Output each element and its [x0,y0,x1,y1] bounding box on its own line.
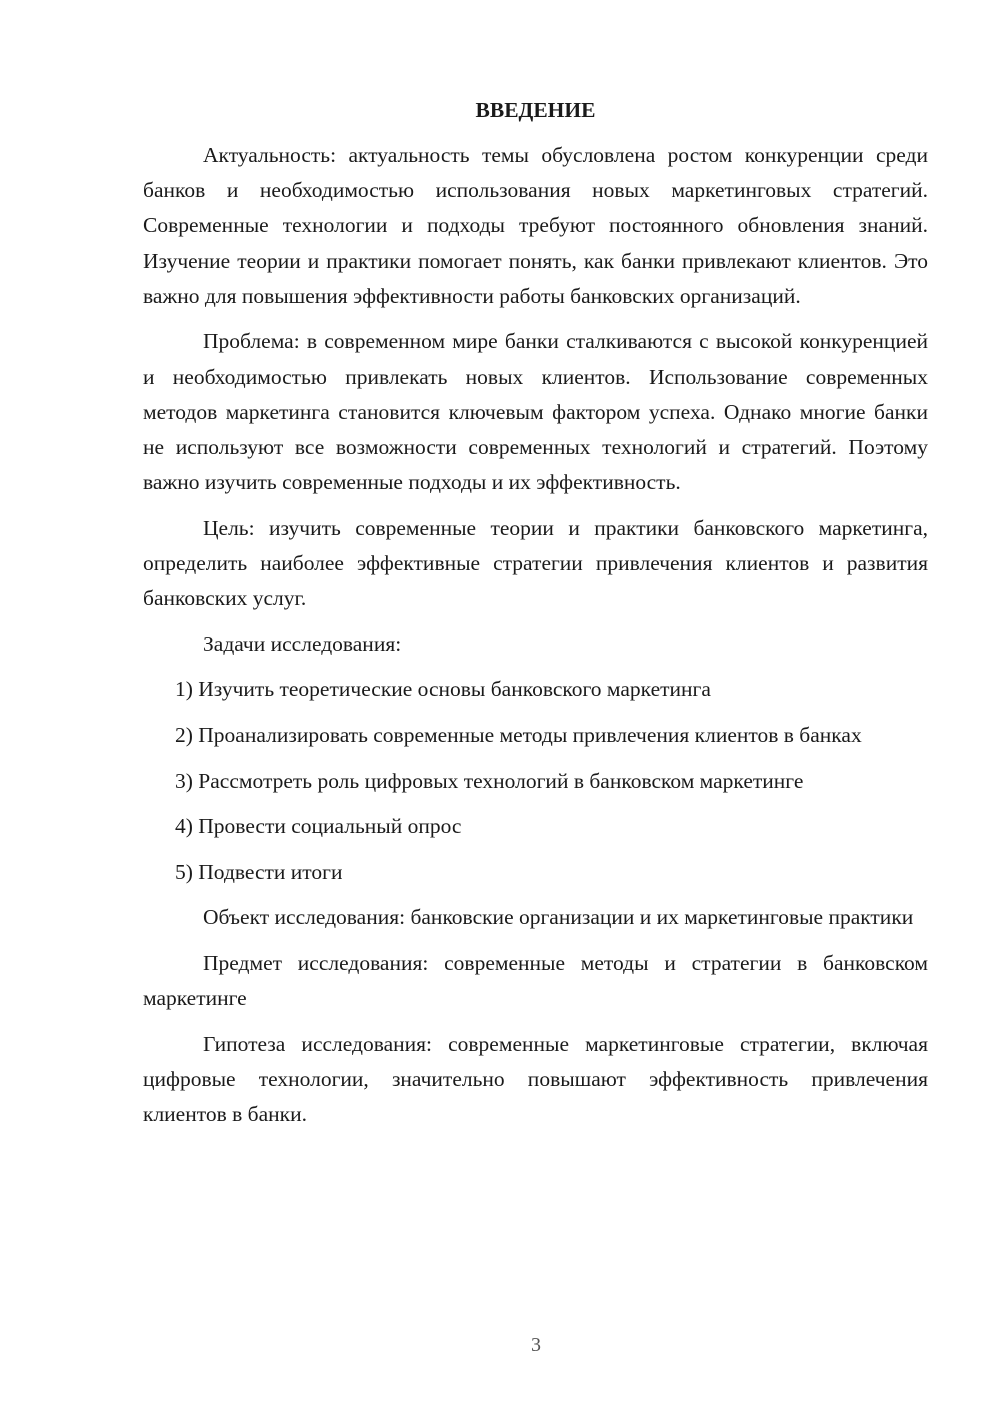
tasks-heading: Задачи исследования: [203,631,402,656]
task-item-3: 3) Рассмотреть роль цифровых технологий в банковском маркетинге [175,768,804,793]
document-page [143,92,928,1143]
task-item-1: 1) Изучить теоретические основы банковского маркетинга [175,677,711,702]
section-title: ВВЕДЕНИЕ [475,98,596,122]
task-item-2: 2) Проанализировать современные методы привлечения клиентов в банках [175,723,862,747]
task-item-4: 4) Провести социальный опрос [175,814,462,839]
page-number: 3 [531,1334,541,1356]
paragraph-hypothesis: Гипотеза исследования: современные маркетинговые стратегии, включая цифровые технологии, значительно повышают эффективность привлечения клиентов в банки. [143,1031,928,1127]
paragraph-problem: Проблема: в современном мире банки сталкиваются с высокой конкуренцией и необходимостью привлекать новых клиентов. Использование современных методов маркетинга становится ключевым фактором успеха. Однако многие банки не используют все возможности современных технологий и стратегий. Поэтому важно изучить современные подходы и их эффективность. [143,329,928,495]
task-item-5: 5) Подвести итоги [175,859,343,884]
paragraph-object: Объект исследования: банковские организации и их маркетинговые практики [203,905,914,930]
paragraph-subject: Предмет исследования: современные методы и стратегии в банковском маркетинге [143,950,928,1011]
paragraph-relevance: Актуальность: актуальность темы обусловлена ростом конкуренции среди банков и необходимостью использования новых маркетинговых стратегий. Современные технологии и подходы требуют постоянного обновления знаний. Изучение теории и практики помогает понять, как банки привлекают клиентов. Это важно для повышения эффективности работы банковских организаций. [143,143,928,308]
paragraph-goal: Цель: изучить современные теории и практики банковского маркетинга, определить наиболее эффективные стратегии привлечения клиентов и развития банковских услуг. [143,515,928,611]
